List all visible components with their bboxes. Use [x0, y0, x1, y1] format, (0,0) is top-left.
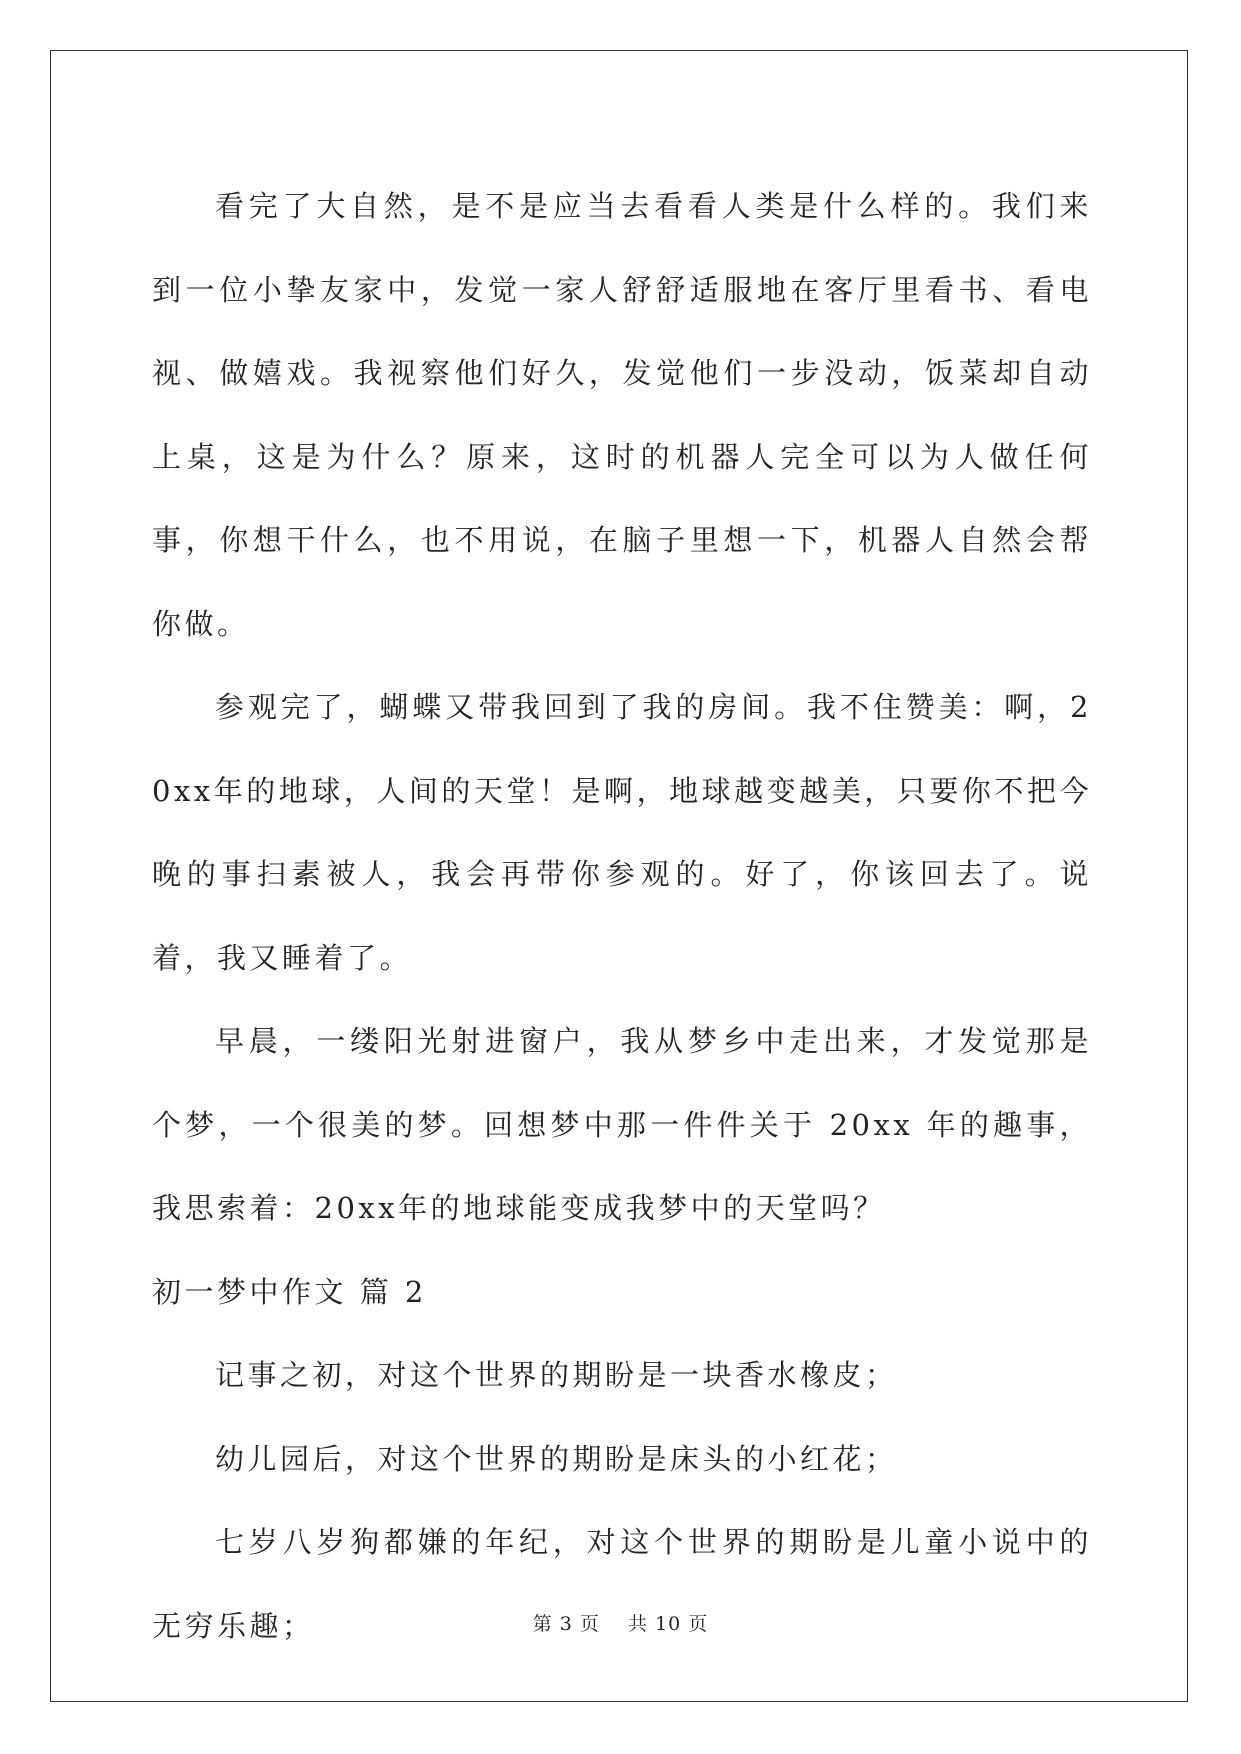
page-number: 第 3 页 — [532, 1613, 600, 1635]
paragraph-2: 参观完了，蝴蝶又带我回到了我的房间。我不住赞美：啊，20xx年的地球，人间的天堂！是啊，地球越变越美，只要你不把今晚的事扫素被人，我会再带你参观的。好了，你该回去了。说着，我又睡着了。 — [152, 690, 1092, 975]
paragraph-5: 幼儿园后，对这个世界的期盼是床头的小红花； — [215, 1441, 898, 1476]
paragraph-6: 七岁八岁狗都嫌的年纪，对这个世界的期盼是儿童小说中的无穷乐趣； — [152, 1525, 1092, 1643]
paragraph-3: 早晨，一缕阳光射进窗户，我从梦乡中走出来，才发觉那是个梦，一个很美的梦。回想梦中那一件件关于 20xx 年的趣事，我思索着：20xx年的地球能变成我梦中的天堂吗？ — [152, 1024, 1092, 1225]
paragraph-4: 记事之初，对这个世界的期盼是一块香水橡皮； — [215, 1358, 898, 1392]
section-heading: 初一梦中作文 篇 2 — [152, 1274, 427, 1309]
page-total: 共 10 页 — [628, 1613, 709, 1635]
page-footer — [0, 1609, 1241, 1636]
document-body — [152, 165, 1092, 1668]
paragraph-1: 看完了大自然，是不是应当去看看人类是什么样的。我们来到一位小挚友家中，发觉一家人舒舒适服地在客厅里看书、看电视、做嬉戏。我视察他们好久，发觉他们一步没动，饭菜却自动上桌，这是为什么？原来，这时的机器人完全可以为人做任何事，你想干什么，也不用说，在脑子里想一下，机器人自然会帮你做。 — [152, 189, 1092, 641]
